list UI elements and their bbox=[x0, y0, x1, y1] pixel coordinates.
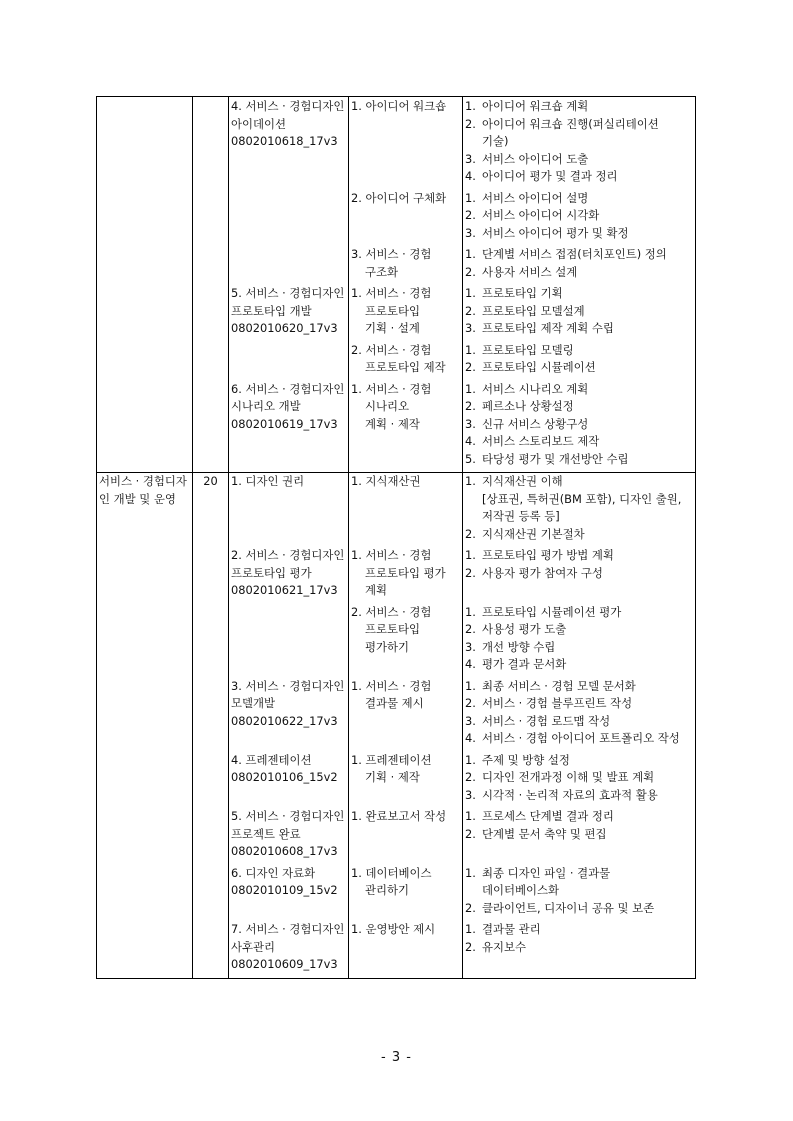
criteria-number: 1. bbox=[465, 190, 476, 205]
criteria-number: 1. bbox=[465, 809, 476, 823]
element-cell bbox=[349, 752, 463, 809]
element-line: 2. 서비스 · 경험 bbox=[351, 342, 432, 357]
question-count: 20 bbox=[193, 473, 229, 979]
criteria-item bbox=[465, 678, 693, 696]
unit-name-line: 6. 디자인 자료화 bbox=[231, 865, 316, 880]
criteria-number: 3. bbox=[465, 151, 476, 166]
criteria-text bbox=[482, 621, 566, 639]
unit-cell bbox=[229, 381, 349, 473]
criteria-number: 2. bbox=[465, 360, 476, 374]
criteria-item bbox=[465, 116, 693, 151]
element-line: 1. 서비스 · 경험 bbox=[351, 548, 432, 562]
element-cell bbox=[349, 678, 463, 752]
unit-cell bbox=[229, 473, 349, 548]
criteria-item bbox=[465, 808, 693, 826]
unit-code: 0802010622_17v3 bbox=[231, 713, 338, 728]
criteria-number: 4. bbox=[465, 434, 476, 448]
unit-code: 0802010109_15v2 bbox=[231, 883, 338, 897]
criteria-number: 3. bbox=[465, 787, 476, 802]
criteria-line: 주제 및 방향 설정 bbox=[482, 752, 570, 767]
element-cell bbox=[349, 921, 463, 978]
criteria-text bbox=[482, 826, 607, 844]
criteria-number: 2. bbox=[465, 622, 476, 636]
criteria-item bbox=[465, 151, 693, 169]
subject-cell-empty bbox=[97, 97, 193, 473]
element-line: 구조화 bbox=[365, 264, 399, 279]
criteria-item bbox=[465, 547, 693, 565]
criteria-text bbox=[482, 656, 566, 674]
element-line: 2. 서비스 · 경험 bbox=[351, 604, 432, 619]
criteria-number: 3. bbox=[465, 639, 476, 654]
criteria-item bbox=[465, 416, 693, 434]
criteria-number: 1. bbox=[465, 752, 476, 767]
criteria-item bbox=[465, 621, 693, 639]
criteria-number: 2. bbox=[465, 303, 476, 318]
criteria-text bbox=[482, 359, 596, 377]
criteria-number: 1. bbox=[465, 548, 476, 562]
criteria-cell bbox=[463, 752, 696, 809]
element-line: 3. 서비스 · 경험 bbox=[351, 247, 432, 261]
criteria-line: 사용자 평가 참여자 구성 bbox=[482, 565, 603, 580]
criteria-line: 페르소나 상황설정 bbox=[482, 399, 574, 413]
criteria-text bbox=[482, 865, 610, 900]
criteria-text bbox=[482, 526, 585, 544]
criteria-line: 프로토타입 모델설계 bbox=[482, 303, 585, 318]
criteria-text bbox=[482, 639, 555, 657]
criteria-item bbox=[465, 752, 693, 770]
criteria-line: 서비스 아이디어 도출 bbox=[482, 151, 589, 166]
unit-name-line: 5. 서비스 · 경험디자인 bbox=[231, 809, 345, 823]
criteria-line: 클라이언트, 디자이너 공유 및 보존 bbox=[482, 900, 655, 915]
criteria-line: 유지보수 bbox=[482, 939, 527, 954]
criteria-item bbox=[465, 921, 693, 939]
criteria-cell bbox=[463, 865, 696, 922]
criteria-line: 데이터베이스화 bbox=[482, 883, 560, 897]
unit-name-line: 7. 서비스 · 경험디자인 bbox=[231, 922, 345, 936]
element-cell bbox=[349, 865, 463, 922]
criteria-text bbox=[482, 207, 599, 225]
criteria-item bbox=[465, 695, 693, 713]
criteria-line: 서비스 · 경험 아이디어 포트폴리오 작성 bbox=[482, 731, 680, 745]
criteria-item bbox=[465, 451, 693, 469]
element-cell bbox=[349, 246, 463, 285]
criteria-line: 아이디어 워크숍 계획 bbox=[482, 99, 589, 113]
criteria-text bbox=[482, 433, 599, 451]
element-line: 1. 서비스 · 경험 bbox=[351, 286, 432, 300]
criteria-cell bbox=[463, 678, 696, 752]
criteria-item bbox=[465, 526, 693, 544]
element-line: 1. 아이디어 워크숍 bbox=[351, 99, 447, 113]
criteria-number: 2. bbox=[465, 526, 476, 541]
criteria-text bbox=[482, 769, 654, 787]
criteria-item bbox=[465, 433, 693, 451]
criteria-item bbox=[465, 303, 693, 321]
element-cell bbox=[349, 381, 463, 473]
criteria-text bbox=[482, 285, 563, 303]
criteria-number: 2. bbox=[465, 116, 476, 131]
criteria-text bbox=[482, 451, 629, 469]
criteria-cell bbox=[463, 246, 696, 285]
unit-cell bbox=[229, 921, 349, 978]
criteria-number: 1. bbox=[465, 678, 476, 693]
criteria-line: 아이디어 평가 및 결과 정리 bbox=[482, 169, 618, 183]
criteria-item bbox=[465, 865, 693, 900]
criteria-line: 프로토타입 기획 bbox=[482, 286, 563, 300]
criteria-number: 3. bbox=[465, 225, 476, 240]
criteria-text bbox=[482, 787, 658, 805]
criteria-line: 사용성 평가 도출 bbox=[482, 622, 567, 636]
criteria-number: 2. bbox=[465, 399, 476, 413]
criteria-number: 1. bbox=[465, 286, 476, 300]
element-line: 1. 데이터베이스 bbox=[351, 865, 432, 880]
criteria-number: 1. bbox=[465, 247, 476, 261]
criteria-line: 서비스 아이디어 평가 및 확정 bbox=[482, 225, 629, 240]
criteria-text bbox=[482, 565, 603, 583]
unit-code: 0802010609_17v3 bbox=[231, 957, 338, 971]
unit-cell bbox=[229, 752, 349, 809]
criteria-item bbox=[465, 713, 693, 731]
criteria-text bbox=[482, 320, 614, 338]
criteria-line: 서비스 아이디어 설명 bbox=[482, 190, 589, 205]
element-cell bbox=[349, 97, 463, 190]
criteria-number: 2. bbox=[465, 696, 476, 710]
subject-line: 인 개발 및 운영 bbox=[99, 491, 176, 506]
criteria-text bbox=[482, 678, 636, 696]
unit-name-line: 5. 서비스 · 경험디자인 bbox=[231, 286, 345, 300]
criteria-cell bbox=[463, 808, 696, 865]
criteria-text bbox=[482, 381, 588, 399]
criteria-text bbox=[482, 398, 574, 416]
criteria-text bbox=[482, 900, 654, 918]
criteria-text bbox=[482, 342, 574, 360]
criteria-item bbox=[465, 900, 693, 918]
unit-code: 0802010618_17v3 bbox=[231, 134, 338, 148]
criteria-line: 결과물 관리 bbox=[482, 922, 541, 936]
criteria-line: 서비스 아이디어 시각화 bbox=[482, 208, 600, 222]
unit-cell bbox=[229, 865, 349, 922]
unit-name-line: 2. 서비스 · 경험디자인 bbox=[231, 548, 345, 562]
criteria-number: 1. bbox=[465, 342, 476, 357]
criteria-text bbox=[482, 190, 588, 208]
element-cell bbox=[349, 342, 463, 381]
element-line: 프로토타입 평가 bbox=[365, 565, 446, 580]
criteria-number: 2. bbox=[465, 939, 476, 954]
unit-name-line: 시나리오 개발 bbox=[231, 399, 301, 413]
criteria-text bbox=[482, 151, 588, 169]
element-line: 평가하기 bbox=[365, 639, 410, 654]
criteria-text bbox=[482, 168, 618, 186]
element-line: 2. 아이디어 구체화 bbox=[351, 190, 447, 205]
criteria-item bbox=[465, 285, 693, 303]
criteria-number: 3. bbox=[465, 321, 476, 335]
criteria-cell bbox=[463, 921, 696, 978]
criteria-line: 개선 방향 수립 bbox=[482, 639, 556, 654]
criteria-line: 타당성 평가 및 개선방안 수립 bbox=[482, 451, 629, 466]
criteria-item bbox=[465, 639, 693, 657]
criteria-text bbox=[482, 604, 621, 622]
criteria-text bbox=[482, 264, 577, 282]
criteria-item bbox=[465, 98, 693, 116]
criteria-line: 디자인 전개과정 이해 및 발표 계획 bbox=[482, 770, 655, 784]
unit-name-line: 사후관리 bbox=[231, 939, 276, 954]
criteria-line: 평가 결과 문서화 bbox=[482, 657, 567, 671]
criteria-line: 아이디어 워크숍 진행(퍼실리테이션 bbox=[482, 116, 659, 131]
criteria-text bbox=[482, 303, 585, 321]
unit-cell bbox=[229, 97, 349, 286]
element-cell bbox=[349, 285, 463, 342]
criteria-line: 사용자 서비스 설계 bbox=[482, 264, 578, 279]
criteria-cell bbox=[463, 97, 696, 190]
criteria-line: 지식재산권 이해 bbox=[482, 474, 563, 488]
criteria-number: 1. bbox=[465, 865, 476, 880]
element-line: 계획 · 제작 bbox=[365, 416, 420, 431]
page-number: - 3 - bbox=[381, 1050, 412, 1065]
criteria-number: 4. bbox=[465, 169, 476, 183]
criteria-line: 시각적 · 논리적 자료의 효과적 활용 bbox=[482, 787, 658, 802]
element-line: 프로토타입 bbox=[365, 303, 421, 318]
criteria-number: 2. bbox=[465, 264, 476, 279]
element-line: 1. 서비스 · 경험 bbox=[351, 678, 432, 693]
criteria-line: 프로토타입 평가 방법 계획 bbox=[482, 548, 614, 562]
criteria-item bbox=[465, 730, 693, 748]
criteria-item bbox=[465, 656, 693, 674]
criteria-number: 3. bbox=[465, 713, 476, 728]
criteria-text bbox=[482, 98, 588, 116]
unit-code: 0802010620_17v3 bbox=[231, 321, 338, 335]
criteria-item bbox=[465, 826, 693, 844]
criteria-line: 프로토타입 모델링 bbox=[482, 342, 574, 357]
criteria-line: 최종 서비스 · 경험 모델 문서화 bbox=[482, 678, 636, 693]
unit-name-line: 4. 프레젠테이션 bbox=[231, 752, 312, 767]
criteria-number: 3. bbox=[465, 416, 476, 431]
criteria-number: 2. bbox=[465, 208, 476, 222]
unit-cell bbox=[229, 678, 349, 752]
unit-name-line: 모델개발 bbox=[231, 696, 276, 710]
criteria-text bbox=[482, 695, 632, 713]
criteria-item bbox=[465, 604, 693, 622]
criteria-item bbox=[465, 939, 693, 957]
criteria-line: 프로토타입 시뮬레이션 bbox=[482, 360, 596, 374]
element-line: 결과물 제시 bbox=[365, 696, 424, 710]
criteria-item bbox=[465, 342, 693, 360]
unit-name-line: 1. 디자인 권리 bbox=[231, 474, 305, 488]
criteria-item bbox=[465, 769, 693, 787]
element-line: 기획 · 설계 bbox=[365, 321, 420, 335]
criteria-line: 지식재산권 기본절차 bbox=[482, 526, 585, 541]
criteria-text bbox=[482, 713, 610, 731]
criteria-text bbox=[482, 939, 526, 957]
criteria-number: 2. bbox=[465, 770, 476, 784]
criteria-line: 단계별 서비스 접점(터치포인트) 정의 bbox=[482, 247, 667, 261]
criteria-item bbox=[465, 168, 693, 186]
criteria-number: 2. bbox=[465, 826, 476, 841]
criteria-number: 1. bbox=[465, 604, 476, 619]
element-line: 프로토타입 제작 bbox=[365, 360, 446, 374]
criteria-text bbox=[482, 730, 680, 748]
criteria-item bbox=[465, 320, 693, 338]
unit-name-line: 3. 서비스 · 경험디자인 bbox=[231, 678, 345, 693]
criteria-number: 1. bbox=[465, 99, 476, 113]
unit-cell bbox=[229, 808, 349, 865]
unit-cell bbox=[229, 285, 349, 381]
element-line: 1. 운영방안 제시 bbox=[351, 922, 436, 936]
criteria-text bbox=[482, 416, 588, 434]
criteria-number: 5. bbox=[465, 451, 476, 466]
criteria-number: 4. bbox=[465, 657, 476, 671]
criteria-text bbox=[482, 808, 614, 826]
element-line: 시나리오 bbox=[365, 399, 410, 413]
table-row bbox=[97, 473, 696, 548]
criteria-cell bbox=[463, 285, 696, 342]
element-line: 1. 지식재산권 bbox=[351, 474, 421, 488]
unit-code: 0802010608_17v3 bbox=[231, 844, 338, 858]
criteria-line: [상표권, 특허권(BM 포함), 디자인 출원, bbox=[482, 491, 682, 506]
criteria-text bbox=[482, 225, 629, 243]
criteria-item bbox=[465, 225, 693, 243]
criteria-line: 서비스 · 경험 블루프린트 작성 bbox=[482, 696, 633, 710]
criteria-cell bbox=[463, 342, 696, 381]
criteria-cell bbox=[463, 381, 696, 473]
element-line: 관리하기 bbox=[365, 883, 410, 897]
criteria-line: 프로토타입 시뮬레이션 평가 bbox=[482, 604, 622, 619]
criteria-item bbox=[465, 246, 693, 264]
criteria-cell bbox=[463, 604, 696, 678]
criteria-line: 프로토타입 제작 계획 수립 bbox=[482, 321, 614, 335]
subject-cell bbox=[97, 473, 193, 979]
criteria-number: 1. bbox=[465, 474, 476, 488]
criteria-cell bbox=[463, 547, 696, 604]
criteria-text bbox=[482, 752, 570, 770]
unit-name-line: 프로토타입 개발 bbox=[231, 303, 312, 318]
subject-line: 서비스 · 경험디자 bbox=[99, 474, 187, 488]
element-line: 1. 프레젠테이션 bbox=[351, 752, 432, 767]
criteria-item bbox=[465, 398, 693, 416]
criteria-number: 1. bbox=[465, 922, 476, 936]
unit-code: 0802010106_15v2 bbox=[231, 770, 338, 784]
exam-criteria-table bbox=[96, 96, 696, 979]
unit-cell bbox=[229, 547, 349, 678]
criteria-number: 4. bbox=[465, 731, 476, 745]
count-cell-empty bbox=[193, 97, 229, 473]
element-line: 프로토타입 bbox=[365, 622, 421, 636]
criteria-item bbox=[465, 207, 693, 225]
criteria-line: 서비스 · 경험 로드맵 작성 bbox=[482, 713, 611, 728]
criteria-text bbox=[482, 547, 614, 565]
element-cell bbox=[349, 473, 463, 548]
criteria-text bbox=[482, 473, 681, 526]
criteria-line: 최종 디자인 파일 · 결과물 bbox=[482, 865, 611, 880]
element-line: 기획 · 제작 bbox=[365, 770, 420, 784]
criteria-item bbox=[465, 565, 693, 583]
element-cell bbox=[349, 190, 463, 247]
criteria-number: 1. bbox=[465, 381, 476, 396]
criteria-item bbox=[465, 787, 693, 805]
criteria-line: 기술) bbox=[482, 134, 509, 148]
element-cell bbox=[349, 547, 463, 604]
criteria-cell bbox=[463, 473, 696, 548]
criteria-number: 2. bbox=[465, 565, 476, 580]
criteria-text bbox=[482, 246, 667, 264]
criteria-line: 서비스 스토리보드 제작 bbox=[482, 434, 600, 448]
criteria-item bbox=[465, 359, 693, 377]
criteria-line: 저작권 등록 등] bbox=[482, 509, 560, 523]
table-body bbox=[97, 97, 696, 979]
criteria-text bbox=[482, 116, 659, 151]
unit-name-line: 6. 서비스 · 경험디자인 bbox=[231, 381, 345, 396]
unit-name-line: 프로젝트 완료 bbox=[231, 826, 301, 841]
unit-code: 0802010619_17v3 bbox=[231, 416, 338, 431]
element-line: 1. 완료보고서 작성 bbox=[351, 809, 447, 823]
criteria-item bbox=[465, 473, 693, 526]
criteria-line: 프로세스 단계별 결과 정리 bbox=[482, 809, 614, 823]
criteria-item bbox=[465, 264, 693, 282]
table-row bbox=[97, 97, 696, 190]
criteria-item bbox=[465, 190, 693, 208]
unit-name-line: 프로토타입 평가 bbox=[231, 565, 312, 580]
criteria-line: 단계별 문서 축약 및 편집 bbox=[482, 826, 607, 841]
criteria-line: 서비스 시나리오 계획 bbox=[482, 381, 589, 396]
element-line: 1. 서비스 · 경험 bbox=[351, 381, 432, 396]
unit-name-line: 아이데이션 bbox=[231, 116, 287, 131]
element-cell bbox=[349, 808, 463, 865]
criteria-item bbox=[465, 381, 693, 399]
criteria-text bbox=[482, 921, 541, 939]
criteria-line: 신규 서비스 상황구성 bbox=[482, 416, 589, 431]
criteria-number: 2. bbox=[465, 900, 476, 915]
unit-name-line: 4. 서비스 · 경험디자인 bbox=[231, 99, 345, 113]
element-cell bbox=[349, 604, 463, 678]
unit-code: 0802010621_17v3 bbox=[231, 583, 338, 597]
element-line: 계획 bbox=[365, 583, 388, 597]
criteria-cell bbox=[463, 190, 696, 247]
